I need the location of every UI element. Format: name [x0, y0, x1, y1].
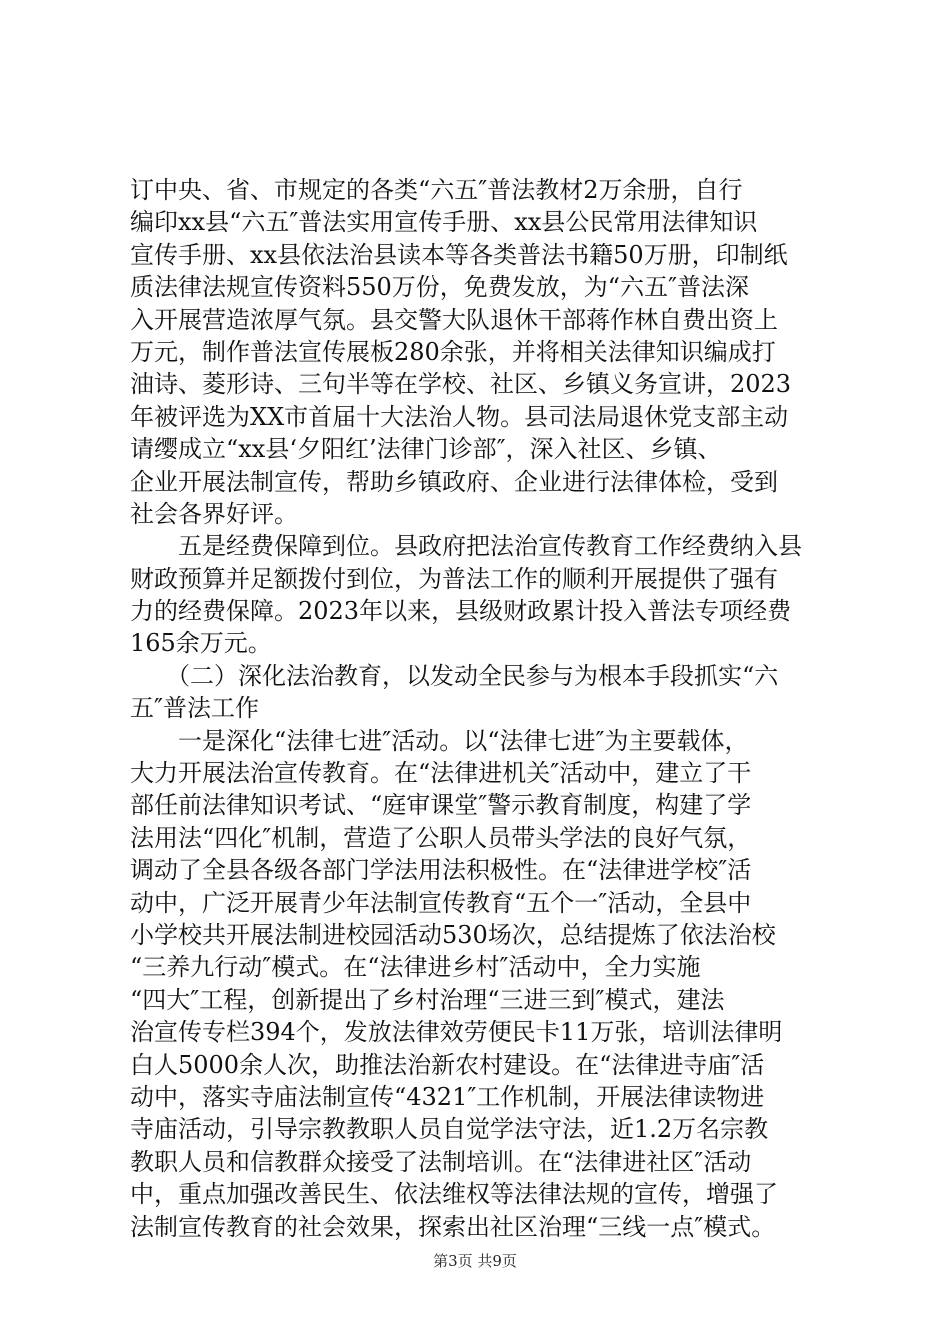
text-line: 企业开展法制宣传，帮助乡镇政府、企业进行法律体检，受到: [130, 467, 778, 496]
text-line: 法用法“四化″机制，营造了公职人员带头学法的良好气氛，: [130, 823, 752, 852]
text-line: 社会各界好评。: [130, 499, 298, 528]
text-line: 质法律法规宣传资料550万份，免费发放，为“六五″普法深: [130, 273, 750, 302]
text-line: 调动了全县各级各部门学法用法积极性。在“法律进学校″活: [130, 856, 752, 885]
text-line: 中，重点加强改善民生、依法维权等法律法规的宣传，增强了: [130, 1180, 778, 1209]
text-line: 五是经费保障到位。县政府把法治宣传教育工作经费纳入县: [130, 532, 802, 561]
text-line: 动中，广泛开展青少年法制宣传教育“五个一″活动，全县中: [130, 888, 752, 917]
text-line: 万元，制作普法宣传展板280余张，并将相关法律知识编成打: [130, 337, 776, 366]
text-line: 力的经费保障。2023年以来，县级财政累计投入普法专项经费: [130, 597, 792, 626]
text-line: 编印xx县“六五″普法实用宣传手册、xx县公民常用法律知识: [130, 208, 758, 237]
text-line: 教职人员和信教群众接受了法制培训。在“法律进社区″活动: [130, 1147, 752, 1176]
text-line: 白人5000余人次，助推法治新农村建设。在“法律进寺庙″活: [130, 1050, 765, 1079]
text-line: 部任前法律知识考试、“庭审课堂″警示教育制度，构建了学: [130, 791, 752, 820]
text-line: 动中，落实寺庙法制宣传“4321″工作机制，开展法律读物进: [130, 1082, 765, 1111]
text-line: 五″普法工作: [130, 694, 259, 723]
text-line: 入开展营造浓厚气氛。县交警大队退休干部蒋作林自费出资上: [130, 305, 778, 334]
document-body: [130, 174, 850, 1243]
text-line: 订中央、省、市规定的各类“六五″普法教材2万余册，自行: [130, 176, 743, 204]
text-line: 寺庙活动，引导宗教教职人员自觉学法守法，近1.2万名宗教: [130, 1115, 769, 1144]
page-footer: 第3页 共9页: [433, 1252, 517, 1270]
text-line: “三养九行动″模式。在“法律进乡村″活动中，全力实施: [130, 953, 701, 982]
text-line: 年被评选为XX市首届十大法治人物。县司法局退休党支部主动: [130, 402, 789, 431]
text-line: 财政预算并足额拨付到位，为普法工作的顺利开展提供了强有: [130, 564, 778, 593]
text-line: 一是深化“法律七进″活动。以“法律七进″为主要载体，: [130, 726, 749, 755]
text-line: 宣传手册、xx县依法治县读本等各类普法书籍50万册，印制纸: [130, 240, 788, 269]
text-line: 大力开展法治宣传教育。在“法律进机关″活动中，建立了干: [130, 759, 752, 788]
text-line: （二）深化法治教育，以发动全民参与为根本手段抓实“六: [130, 661, 779, 690]
text-line: 油诗、菱形诗、三句半等在学校、社区、乡镇义务宣讲，2023: [130, 370, 792, 399]
text-line: “四大″工程，创新提出了乡村治理“三进三到″模式，建法: [130, 985, 725, 1014]
text-line: 法制宣传教育的社会效果，探索出社区治理“三线一点″模式。: [130, 1212, 776, 1241]
text-line: 请缨成立“xx县‘夕阳红’法律门诊部″，深入社区、乡镇、: [130, 435, 722, 464]
text-line: 165余万元。: [130, 629, 272, 658]
text-line: 小学校共开展法制进校园活动530场次，总结提炼了依法治校: [130, 920, 776, 949]
text-line: 治宣传专栏394个，发放法律效劳便民卡11万张，培训法律明: [130, 1018, 783, 1047]
